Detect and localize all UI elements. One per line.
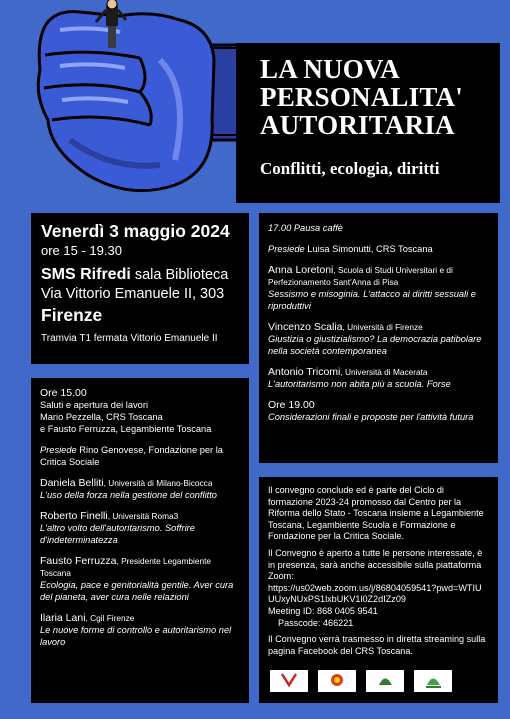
raised-fist-illustration bbox=[0, 0, 250, 205]
talk-title: Giustizia o giustizialismo? La democrazia patibolare nella società contemporanea bbox=[268, 334, 482, 356]
venue bbox=[41, 265, 239, 285]
meeting-id: Meeting ID: 868 0405 9541 bbox=[268, 605, 378, 616]
speaker-affiliation: , Università di Macerata bbox=[340, 367, 428, 377]
talk-title: L'uso della forza nella gestione del conflitto bbox=[40, 490, 217, 500]
speaker bbox=[40, 477, 240, 489]
session-chair bbox=[268, 243, 489, 255]
title-box bbox=[236, 43, 500, 203]
opening-line-2: Mario Pezzella, CRS Toscana bbox=[40, 412, 163, 422]
speaker-affiliation: , Scuola di Studi Universitari e di Perfezionamento Sant'Anna di Pisa bbox=[268, 265, 453, 287]
zoom-link-2[interactable]: UUxyNUxPS1lxbUKV1l0Z2dIZz09 bbox=[268, 594, 406, 605]
speaker-affiliation: , Presidente Legambiente Toscana bbox=[40, 556, 212, 578]
talk-title: Sessismo e misoginia. L'attacco ai diritti sessuali e riproduttivi bbox=[268, 289, 476, 311]
speaker-affiliation: , Università di Firenze bbox=[342, 322, 423, 332]
venue-room: sala Biblioteca bbox=[134, 267, 229, 283]
speaker bbox=[268, 366, 489, 378]
info-paragraph-1: Il convegno conclude ed è parte del Ciclo di formazione 2023-24 promosso dal Centro per la Riforma dello Stato - Toscana insieme a Legambiente Toscana, Legambiente Scuola e Formazione e Fondazione per la Critica Sociale. bbox=[268, 485, 484, 542]
speaker bbox=[268, 264, 489, 288]
program-session-1 bbox=[31, 378, 249, 703]
chair-label: Presiede bbox=[40, 445, 77, 455]
talk-title: L'autoritarismo non abita più a scuola. Forse bbox=[268, 379, 451, 389]
poster-subtitle: Conflitti, ecologia, diritti bbox=[260, 159, 440, 178]
title-line-3: AUTORITARIA bbox=[260, 110, 455, 140]
speaker-name: Vincenzo Scalia bbox=[268, 321, 343, 333]
speaker-name: Anna Loretoni bbox=[268, 264, 334, 276]
venue-name: SMS Rifredi bbox=[41, 266, 131, 283]
speaker-name: Roberto Finelli bbox=[40, 510, 108, 522]
opening-time: Ore 15.00 bbox=[40, 387, 87, 399]
poster-title bbox=[260, 55, 463, 139]
speaker bbox=[268, 321, 489, 333]
title-line-1: LA NUOVA bbox=[260, 54, 400, 84]
speaker-name: Ilaria Lani bbox=[40, 612, 86, 624]
speaker-affiliation: , Università Roma3 bbox=[107, 511, 179, 521]
talk-title: Ecologia, pace e genitorialità gentile. Aver cura del pianeta, aver cura nelle relazioni bbox=[40, 580, 234, 602]
speaker-name: Daniela Belliti bbox=[40, 477, 104, 489]
fondazione-critica-sociale-logo-icon bbox=[318, 670, 356, 692]
zoom-link-1[interactable]: https://us02web.zoom.us/j/86804059541?pwd=WTIU bbox=[268, 582, 482, 593]
talk-title: L'altro volto dell'autoritarismo. Soffrire d'indeterminatezza bbox=[40, 523, 195, 545]
passcode: Passcode: 466221 bbox=[278, 617, 354, 628]
info-paragraph-3: Il Convegno verrà trasmesso in diretta streaming sulla pagina Facebook del CRS Toscana. bbox=[268, 634, 486, 656]
legambiente-logo-icon bbox=[366, 670, 404, 692]
speaker bbox=[40, 612, 240, 624]
event-time: ore 15 - 19.30 bbox=[41, 243, 122, 258]
coffee-break: 17.00 Pausa caffè bbox=[268, 223, 343, 233]
transport-info: Tramvia T1 fermata Vittorio Emanuele II bbox=[41, 333, 218, 344]
legambiente-scuola-logo-icon bbox=[414, 670, 452, 692]
speaker bbox=[40, 555, 240, 579]
speaker-name: Fausto Ferruzza bbox=[40, 555, 117, 567]
chair-name: Rino Genovese, Fondazione per la Critica Sociale bbox=[40, 445, 223, 467]
opening-line-3: e Fausto Ferruzza, Legambiente Toscana bbox=[40, 424, 212, 434]
event-date: Venerdì 3 maggio 2024 bbox=[41, 221, 230, 241]
crs-logo-icon bbox=[270, 670, 308, 692]
chair-name: Luisa Simonutti, CRS Toscana bbox=[304, 244, 433, 254]
speaker bbox=[40, 510, 240, 522]
closing-talk: Considerazioni finali e proposte per l'attività futura bbox=[268, 412, 474, 422]
venue-address: Via Vittorio Emanuele II, 303 bbox=[41, 286, 225, 302]
info-paragraph-2: Il Convegno è aperto a tutte le persone interessate, è in presenza, sarà anche accessibile sulla piattaforma Zoom: bbox=[268, 547, 483, 582]
session-chair bbox=[40, 444, 240, 468]
chair-label: Presiede bbox=[268, 244, 305, 254]
partner-logos bbox=[270, 670, 490, 694]
opening-line-1: Saluti e apertura dei lavori bbox=[40, 400, 149, 410]
speaker-affiliation: , Cgil Firenze bbox=[85, 613, 135, 623]
venue-city: Firenze bbox=[41, 305, 103, 325]
title-line-2: PERSONALITA' bbox=[260, 82, 463, 112]
closing-time: Ore 19.00 bbox=[268, 399, 315, 411]
talk-title: Le nuove forme di controllo e autoritarismo nel lavoro bbox=[40, 625, 232, 647]
speaker-name: Antonio Tricomi bbox=[268, 366, 341, 378]
speaker-affiliation: , Università di Milano-Bicocca bbox=[103, 478, 213, 488]
info-box bbox=[259, 477, 498, 703]
program-session-2 bbox=[259, 213, 498, 463]
event-details-box bbox=[31, 213, 249, 364]
